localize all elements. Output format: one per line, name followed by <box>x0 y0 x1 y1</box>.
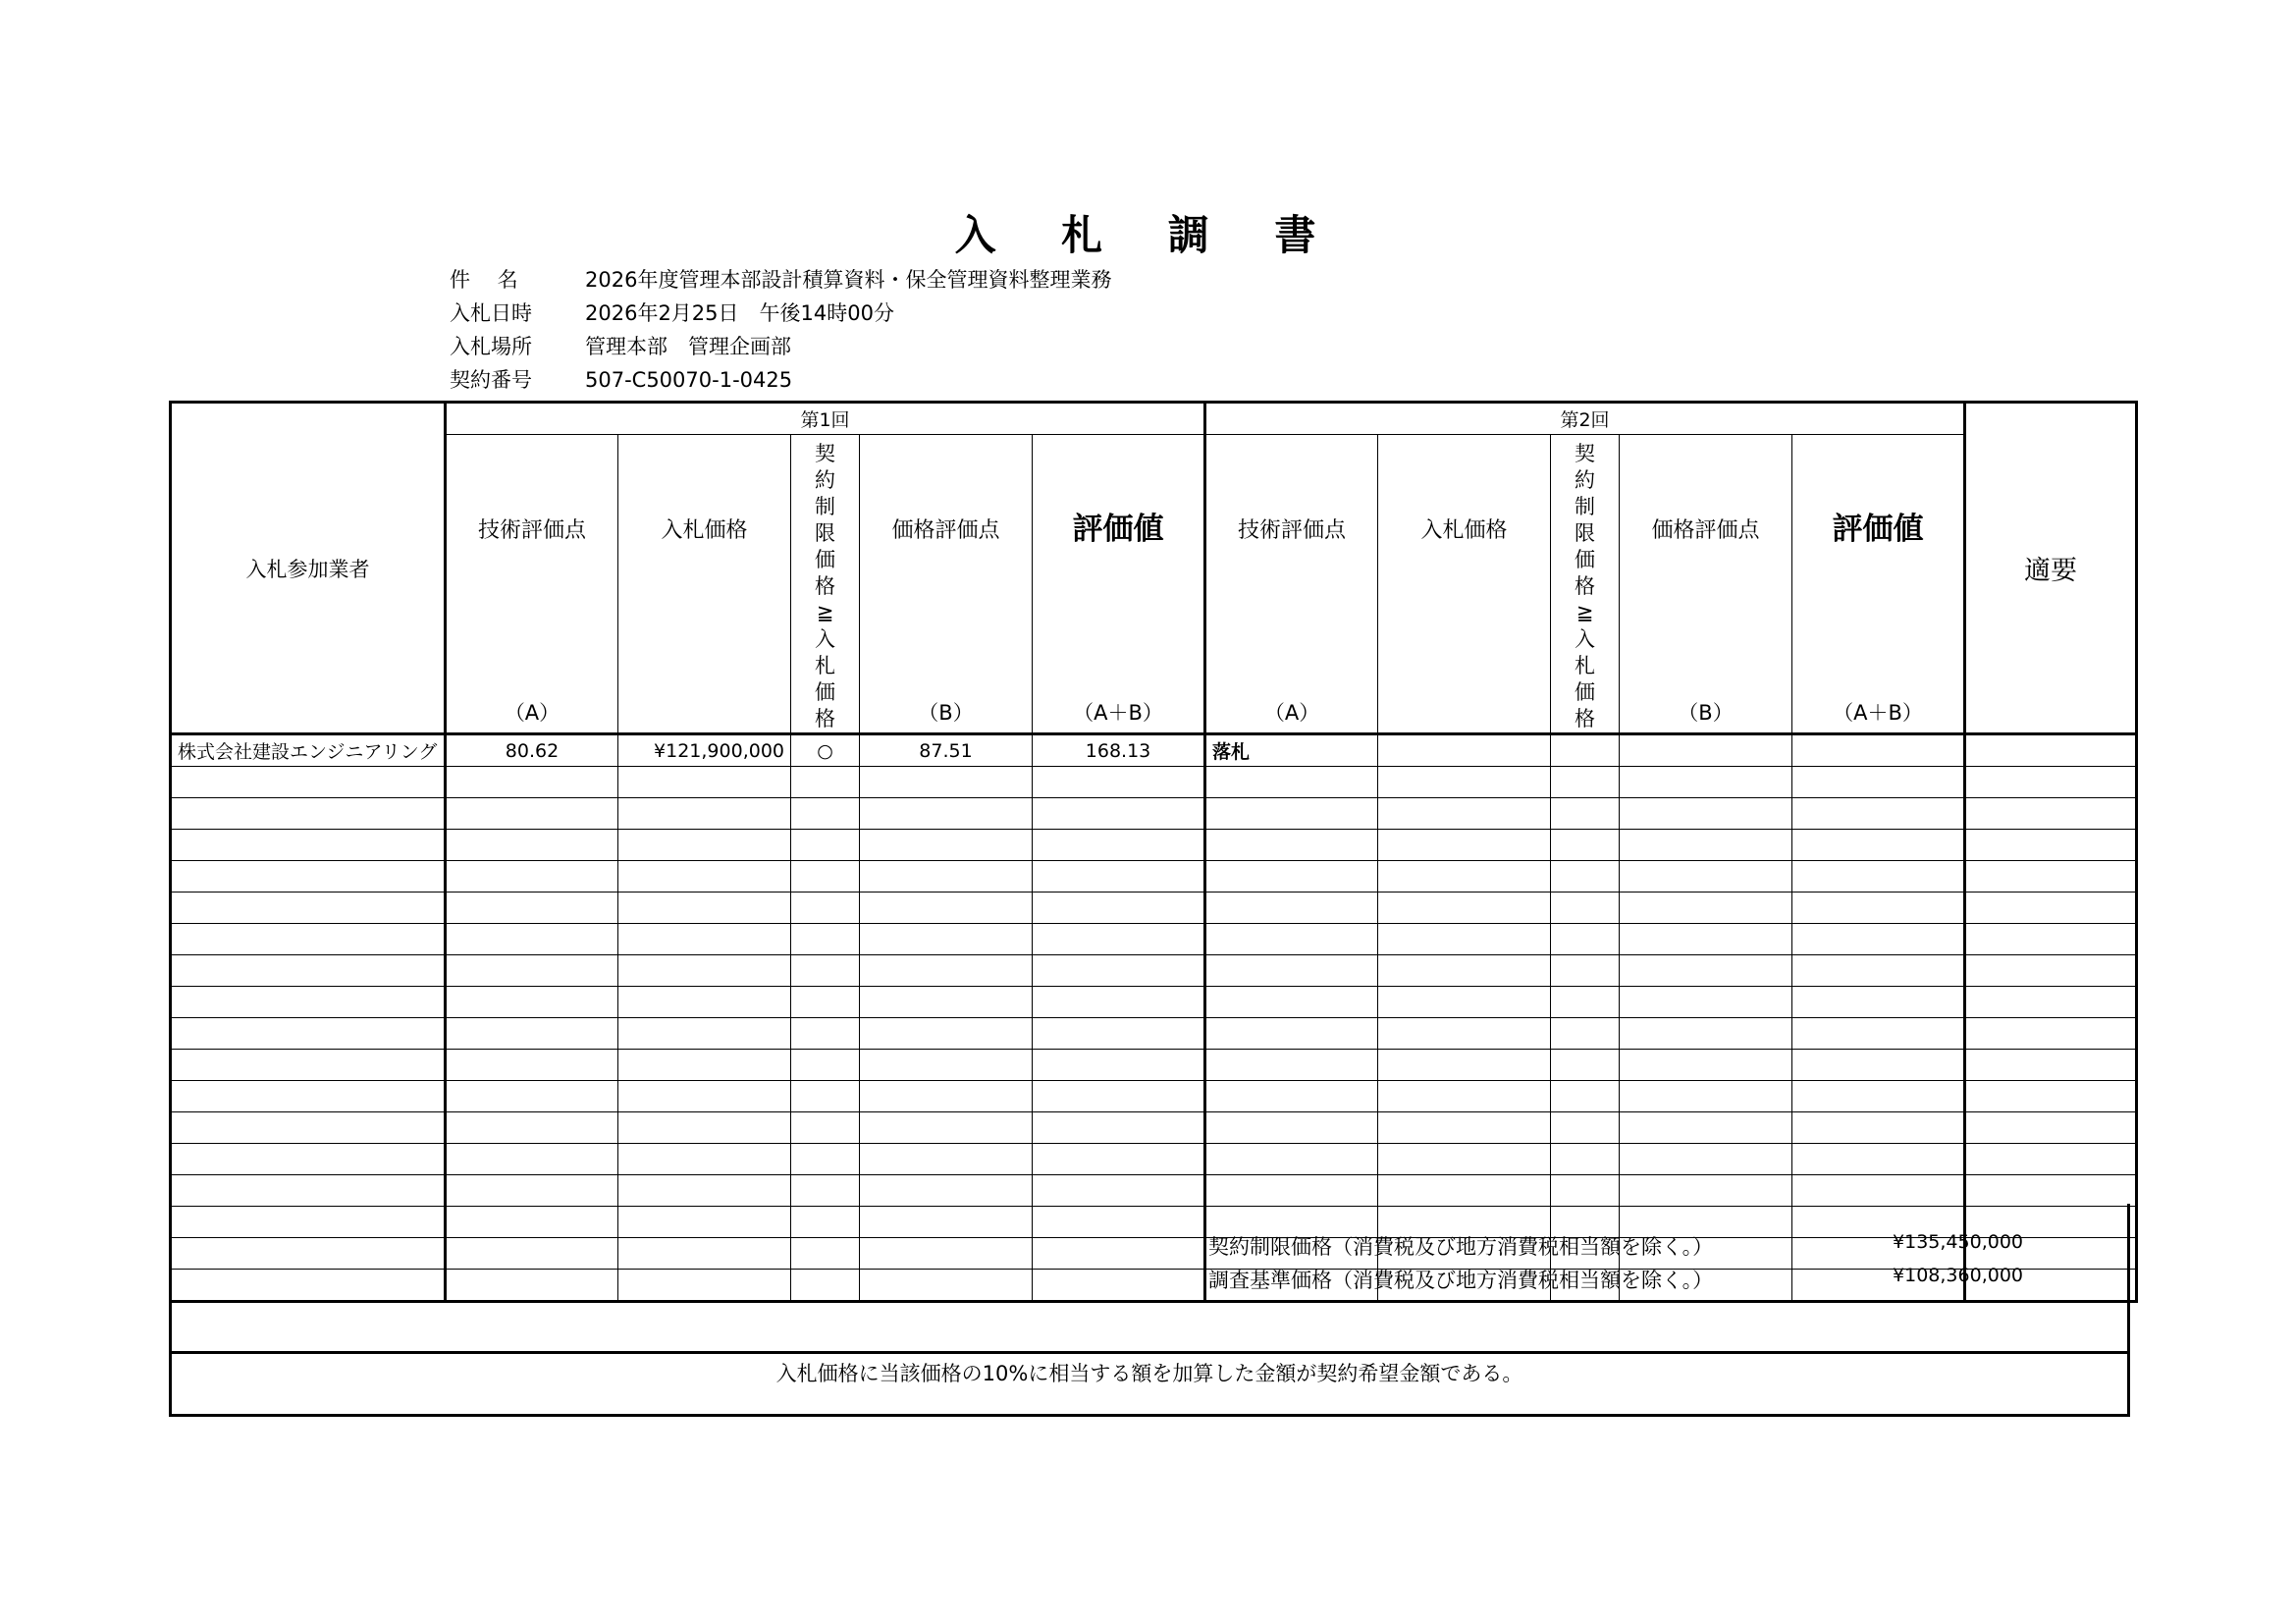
table-cell <box>860 1050 1033 1081</box>
table-cell <box>791 798 860 830</box>
table-cell <box>1620 767 1792 798</box>
table-cell <box>171 1018 446 1050</box>
table-cell <box>1792 798 1965 830</box>
table-cell <box>446 1144 618 1175</box>
r2-price-score-header <box>1620 435 1792 734</box>
table-cell <box>791 893 860 924</box>
info-value: 管理本部 管理企画部 <box>585 335 791 358</box>
header-row-rounds <box>171 403 2137 435</box>
table-cell <box>1792 861 1965 893</box>
table-cell <box>860 1175 1033 1207</box>
table-cell <box>618 1018 791 1050</box>
table-cell <box>1965 955 2137 987</box>
table-cell <box>1205 924 1378 955</box>
table-cell <box>171 1175 446 1207</box>
table-cell <box>1792 830 1965 861</box>
table-cell <box>1378 1112 1551 1144</box>
table-cell <box>1033 1144 1205 1175</box>
table-cell <box>1551 1081 1620 1112</box>
table-cell <box>446 924 618 955</box>
table-cell <box>1205 955 1378 987</box>
table-cell <box>1792 1144 1965 1175</box>
table-cell <box>1551 830 1620 861</box>
table-row <box>171 924 2137 955</box>
table-cell <box>860 1018 1033 1050</box>
info-row-name <box>450 263 1111 297</box>
table-cell <box>1620 1050 1792 1081</box>
table-cell <box>446 1112 618 1144</box>
table-cell <box>618 767 791 798</box>
table-cell <box>171 987 446 1018</box>
table-cell <box>1378 798 1551 830</box>
table-cell <box>1792 893 1965 924</box>
info-label: 件 名 <box>450 268 518 292</box>
table-cell <box>618 1144 791 1175</box>
table-cell <box>860 861 1033 893</box>
table-cell <box>1205 1144 1378 1175</box>
table-cell <box>1620 924 1792 955</box>
table-cell <box>1551 955 1620 987</box>
table-cell <box>1205 1050 1378 1081</box>
r1-limit-check: ○ <box>791 734 860 767</box>
bid-table <box>169 401 2138 1303</box>
table-cell <box>1792 1018 1965 1050</box>
table-cell <box>1965 1018 2137 1050</box>
r1-price-label: 入札価格 <box>661 518 748 543</box>
r1-eval-header <box>1033 435 1205 734</box>
table-cell <box>1551 987 1620 1018</box>
table-cell <box>171 1050 446 1081</box>
info-value: 2026年度管理本部設計積算資料・保全管理資料整理業務 <box>585 268 1112 292</box>
table-cell <box>1965 1112 2137 1144</box>
bid-info <box>450 263 1111 397</box>
table-cell <box>1551 767 1620 798</box>
table-cell <box>1620 1175 1792 1207</box>
table-cell <box>1620 830 1792 861</box>
survey-standard-note <box>1208 1265 2092 1294</box>
table-cell <box>1620 893 1792 924</box>
table-cell <box>791 1175 860 1207</box>
table-cell <box>860 1144 1033 1175</box>
r2-eval-header <box>1792 435 1965 734</box>
r2-price-score-sub: （B） <box>1678 701 1734 725</box>
r2-limit-label: 契 約 制 限 価 格 ≧ 入 札 価 格 <box>1575 442 1596 730</box>
info-value: 507-C50070-1-0425 <box>585 368 793 392</box>
table-cell <box>446 1081 618 1112</box>
table-cell <box>446 893 618 924</box>
table-cell <box>1378 861 1551 893</box>
table-cell <box>860 1081 1033 1112</box>
table-cell <box>171 1144 446 1175</box>
table-cell <box>860 987 1033 1018</box>
table-cell <box>446 987 618 1018</box>
table-cell <box>1378 924 1551 955</box>
table-cell <box>860 767 1033 798</box>
table-cell <box>1033 861 1205 893</box>
table-cell <box>618 1081 791 1112</box>
table-cell <box>1033 1081 1205 1112</box>
table-cell <box>1378 1018 1551 1050</box>
table-cell <box>1033 987 1205 1018</box>
info-label: 入札場所 <box>450 335 532 358</box>
table-cell <box>446 1175 618 1207</box>
table-cell <box>1033 1175 1205 1207</box>
table-cell <box>446 830 618 861</box>
table-row <box>171 734 2137 767</box>
table-cell <box>1792 1175 1965 1207</box>
table-cell <box>171 955 446 987</box>
table-cell <box>1620 1112 1792 1144</box>
info-label: 契約番号 <box>450 368 532 392</box>
table-cell <box>1965 924 2137 955</box>
table-cell <box>171 798 446 830</box>
table-cell <box>1378 830 1551 861</box>
table-cell <box>1965 1050 2137 1081</box>
r1-limit-label: 契 約 制 限 価 格 ≧ 入 札 価 格 <box>815 442 835 730</box>
table-row <box>171 987 2137 1018</box>
table-cell <box>618 924 791 955</box>
table-cell <box>860 955 1033 987</box>
table-cell <box>1620 955 1792 987</box>
table-cell <box>791 1144 860 1175</box>
r2-bid-price <box>1378 734 1551 767</box>
table-cell <box>171 830 446 861</box>
table-cell <box>618 955 791 987</box>
table-cell <box>1965 861 2137 893</box>
table-cell <box>1620 987 1792 1018</box>
table-cell <box>791 1050 860 1081</box>
col-bidder-header: 入札参加業者 <box>171 403 446 734</box>
table-cell <box>791 1018 860 1050</box>
r2-eval-sub: （A＋B） <box>1833 701 1923 725</box>
table-cell <box>1551 924 1620 955</box>
table-cell <box>791 1112 860 1144</box>
table-cell <box>1792 924 1965 955</box>
table-cell <box>1378 1081 1551 1112</box>
table-cell <box>1965 1081 2137 1112</box>
r1-price-header <box>618 435 791 734</box>
survey-standard-value: ¥108,360,000 <box>1893 1265 2023 1286</box>
table-cell <box>791 767 860 798</box>
table-cell <box>1205 1018 1378 1050</box>
table-row <box>171 1144 2137 1175</box>
table-cell <box>1205 1081 1378 1112</box>
table-cell <box>618 1112 791 1144</box>
table-cell <box>618 861 791 893</box>
price-notes <box>169 1204 2130 1351</box>
r2-eval-label: 評価値 <box>1832 512 1924 547</box>
r2-limit-header <box>1551 435 1620 734</box>
round1-header: 第1回 <box>446 403 1205 435</box>
table-cell <box>1378 1050 1551 1081</box>
r1-eval-sub: （A＋B） <box>1073 701 1163 725</box>
table-cell <box>171 893 446 924</box>
table-cell <box>1965 893 2137 924</box>
remarks <box>1965 734 2137 767</box>
table-cell <box>860 893 1033 924</box>
table-row <box>171 861 2137 893</box>
table-cell <box>1551 893 1620 924</box>
r1-eval-label: 評価値 <box>1072 512 1164 547</box>
r1-price-score-header <box>860 435 1033 734</box>
r1-price-score: 87.51 <box>860 734 1033 767</box>
table-cell <box>1620 1081 1792 1112</box>
table-cell <box>1792 1081 1965 1112</box>
col-remarks-header: 適要 <box>1965 403 2137 734</box>
r1-tech-header <box>446 435 618 734</box>
table-cell <box>1792 1050 1965 1081</box>
table-cell <box>860 924 1033 955</box>
table-cell <box>1033 893 1205 924</box>
table-cell <box>1965 987 2137 1018</box>
table-row <box>171 1175 2137 1207</box>
r1-price-score-label: 価格評価点 <box>891 518 1000 543</box>
table-cell <box>1033 1018 1205 1050</box>
table-cell <box>1551 1018 1620 1050</box>
table-cell <box>1033 955 1205 987</box>
r2-tech-score: 落札 <box>1205 734 1378 767</box>
contract-limit-label: 契約制限価格（消費税及び地方消費税相当額を除く。） <box>1208 1235 1714 1259</box>
r2-tech-header <box>1205 435 1378 734</box>
table-cell <box>618 798 791 830</box>
table-cell <box>1551 1112 1620 1144</box>
table-cell <box>1033 1112 1205 1144</box>
info-value: 2026年2月25日 午後14時00分 <box>585 301 894 325</box>
r2-price-header <box>1378 435 1551 734</box>
table-cell <box>1033 767 1205 798</box>
table-cell <box>1551 861 1620 893</box>
table-cell <box>1378 955 1551 987</box>
table-row <box>171 830 2137 861</box>
document-title: 入 札 調 書 <box>954 211 1342 259</box>
table-row <box>171 955 2137 987</box>
r2-tech-sub: （A） <box>1263 701 1320 725</box>
table-cell <box>1965 1144 2137 1175</box>
table-row <box>171 1081 2137 1112</box>
table-cell <box>1792 955 1965 987</box>
info-row-contract-no <box>450 363 1111 397</box>
table-cell <box>1551 798 1620 830</box>
footer-note: 入札価格に当該価格の10%に相当する額を加算した金額が契約希望金額である。 <box>169 1351 2130 1417</box>
table-cell <box>1033 924 1205 955</box>
table-cell <box>1205 987 1378 1018</box>
r1-tech-sub: （A） <box>504 701 561 725</box>
table-cell <box>1965 1175 2137 1207</box>
r1-limit-header <box>791 435 860 734</box>
table-cell <box>1551 1050 1620 1081</box>
r2-tech-label: 技術評価点 <box>1238 518 1347 543</box>
table-row <box>171 1112 2137 1144</box>
table-cell <box>791 1081 860 1112</box>
table-cell <box>1378 893 1551 924</box>
table-cell <box>618 893 791 924</box>
info-row-place <box>450 330 1111 363</box>
table-cell <box>171 1112 446 1144</box>
table-cell <box>791 861 860 893</box>
table-cell <box>1965 798 2137 830</box>
r1-bid-price: ¥121,900,000 <box>618 734 791 767</box>
table-cell <box>791 955 860 987</box>
table-cell <box>618 987 791 1018</box>
r1-tech-score: 80.62 <box>446 734 618 767</box>
table-cell <box>791 987 860 1018</box>
table-cell <box>1620 798 1792 830</box>
r1-eval-value: 168.13 <box>1033 734 1205 767</box>
r1-price-score-sub: （B） <box>918 701 974 725</box>
table-row <box>171 1018 2137 1050</box>
table-cell <box>1205 893 1378 924</box>
table-cell <box>618 1175 791 1207</box>
table-cell <box>1551 1175 1620 1207</box>
info-row-datetime <box>450 297 1111 330</box>
table-cell <box>446 798 618 830</box>
table-cell <box>1205 861 1378 893</box>
table-cell <box>1205 1112 1378 1144</box>
table-cell <box>860 798 1033 830</box>
table-row <box>171 1050 2137 1081</box>
table-cell <box>171 861 446 893</box>
table-cell <box>1965 830 2137 861</box>
round2-header: 第2回 <box>1205 403 1965 435</box>
table-cell <box>1792 1112 1965 1144</box>
table-cell <box>1033 798 1205 830</box>
table-row <box>171 798 2137 830</box>
table-cell <box>1033 830 1205 861</box>
table-cell <box>1205 830 1378 861</box>
table-cell <box>860 1112 1033 1144</box>
table-cell <box>1378 767 1551 798</box>
table-cell <box>791 924 860 955</box>
table-cell <box>446 1018 618 1050</box>
table-cell <box>1551 1144 1620 1175</box>
table-cell <box>1378 1175 1551 1207</box>
table-cell <box>1965 767 2137 798</box>
contract-limit-value: ¥135,450,000 <box>1893 1231 2023 1253</box>
r2-eval-value <box>1792 734 1965 767</box>
table-cell <box>791 830 860 861</box>
table-cell <box>171 924 446 955</box>
table-row <box>171 893 2137 924</box>
table-cell <box>1792 987 1965 1018</box>
table-cell <box>1205 767 1378 798</box>
r2-limit-check <box>1551 734 1620 767</box>
table-cell <box>446 861 618 893</box>
header-row-columns <box>171 435 2137 734</box>
table-cell <box>1205 798 1378 830</box>
table-cell <box>446 955 618 987</box>
table-cell <box>1378 1144 1551 1175</box>
table-cell <box>618 830 791 861</box>
r1-tech-label: 技術評価点 <box>477 518 586 543</box>
table-cell <box>1620 1144 1792 1175</box>
contract-limit-note <box>1208 1231 2092 1261</box>
r2-price-score-label: 価格評価点 <box>1651 518 1760 543</box>
info-label: 入札日時 <box>450 301 532 325</box>
table-cell <box>446 767 618 798</box>
table-cell <box>860 830 1033 861</box>
table-cell <box>171 1081 446 1112</box>
survey-standard-label: 調査基準価格（消費税及び地方消費税相当額を除く。） <box>1208 1269 1714 1292</box>
table-cell <box>1792 767 1965 798</box>
table-cell <box>1205 1175 1378 1207</box>
table-cell <box>1620 1018 1792 1050</box>
r2-price-label: 入札価格 <box>1420 518 1508 543</box>
table-cell <box>171 767 446 798</box>
table-cell <box>1620 861 1792 893</box>
table-cell <box>1033 1050 1205 1081</box>
table-cell <box>1378 987 1551 1018</box>
table-cell <box>618 1050 791 1081</box>
table-cell <box>446 1050 618 1081</box>
bid-table-frame <box>169 401 2130 1417</box>
r2-price-score <box>1620 734 1792 767</box>
table-row <box>171 767 2137 798</box>
bidder-name: 株式会社建設エンジニアリング <box>171 734 446 767</box>
